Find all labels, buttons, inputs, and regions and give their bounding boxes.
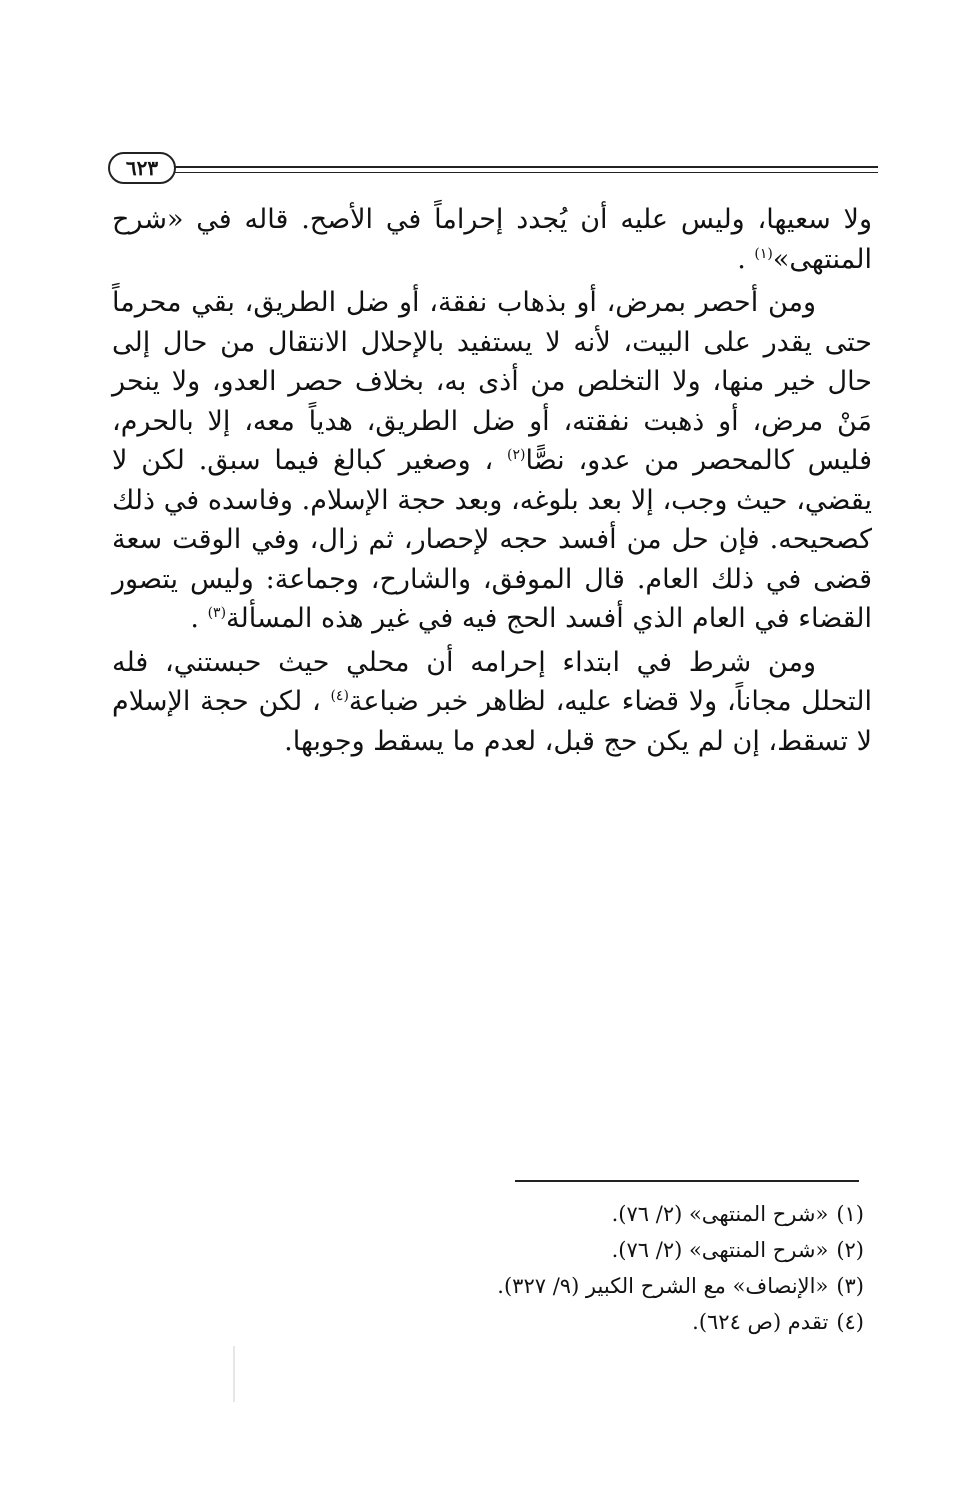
footnote-ref-1[interactable]: (١) <box>754 245 773 262</box>
footnote-item <box>380 1268 864 1304</box>
footnote-ref-2[interactable]: (٢) <box>507 447 526 463</box>
footnote-separator <box>515 1180 859 1182</box>
footnote-number: (٤) <box>836 1310 864 1334</box>
footnote-number: (٢) <box>836 1238 864 1262</box>
paragraph-2-end: . <box>190 603 208 634</box>
footnote-text: «الإنصاف» مع الشرح الكبير (٩/ ٣٢٧). <box>497 1274 829 1298</box>
paragraph-2 <box>112 283 872 639</box>
header-rule-thin <box>174 172 878 173</box>
paragraph-1-text: ولا سعيها، وليس عليه أن يُجدد إحراماً في الأصح. قاله في «شرح المنتهى» <box>112 204 872 275</box>
paragraph-1 <box>112 200 872 279</box>
paragraph-2-text-a: ومن أحصر بمرض، أو بذهاب نفقة، أو ضل الطريق، بقي محرماً حتى يقدر على البيت، لأنه لا يستفيد بالإحلال الانتقال من حال إلى حال خير منها، ولا التخلص من أذى به، بخلاف حصر العدو، ولا ينحر مَنْ مرض، أو ذهبت نفقته، أو ضل الطريق، هدياً معه، إلا بالحرم، فليس كالمحصر من عدو، نصًّا <box>112 287 872 476</box>
page-number: ٦٢٣ <box>108 152 176 184</box>
footnote-item <box>380 1196 864 1232</box>
paragraph-2-text-b: ، وصغير كبالغ فيما سبق. لكن لا يقضي، حيث وجب، إلا بعد بلوغه، وبعد حجة الإسلام. وفاسده في ذلك كصحيحه. فإن حل من أفسد حجه لإحصار، ثم زال، وفي الوقت سعة قضى في ذلك العام. قال الموفق، والشارح، وجماعة: وليس يتصور القضاء في العام الذي أفسد الحج فيه في غير هذه المسألة <box>112 445 872 634</box>
scan-mark <box>233 1346 235 1402</box>
footnote-text: «شرح المنتهى» (٢/ ٧٦). <box>611 1202 829 1226</box>
footnote-ref-3[interactable]: (٣) <box>207 605 227 621</box>
footnotes <box>380 1196 864 1340</box>
footnote-item <box>380 1232 864 1268</box>
page-header <box>108 150 878 190</box>
footnote-number: (١) <box>836 1202 864 1226</box>
main-text <box>112 200 872 765</box>
footnote-text: تقدم (ص ٦٢٤). <box>692 1310 829 1334</box>
paragraph-3-text-b: ، لكن حجة الإسلام لا تسقط، إن لم يكن حج قبل، لعدم ما يسقط وجوبها. <box>112 686 872 757</box>
footnote-ref-4[interactable]: (٤) <box>330 688 349 704</box>
footnote-number: (٣) <box>836 1274 864 1298</box>
paragraph-3-text-a: ومن شرط في ابتداء إحرامه أن محلي حيث حبستني، فله التحلل مجاناً، ولا قضاء عليه، لظاهر خبر ضباعة <box>112 646 872 717</box>
footnote-text: «شرح المنتهى» (٢/ ٧٦). <box>611 1238 829 1262</box>
header-rule <box>174 166 878 168</box>
paragraph-3 <box>112 643 872 762</box>
footnote-item <box>380 1304 864 1340</box>
paragraph-1-end: . <box>737 243 755 275</box>
